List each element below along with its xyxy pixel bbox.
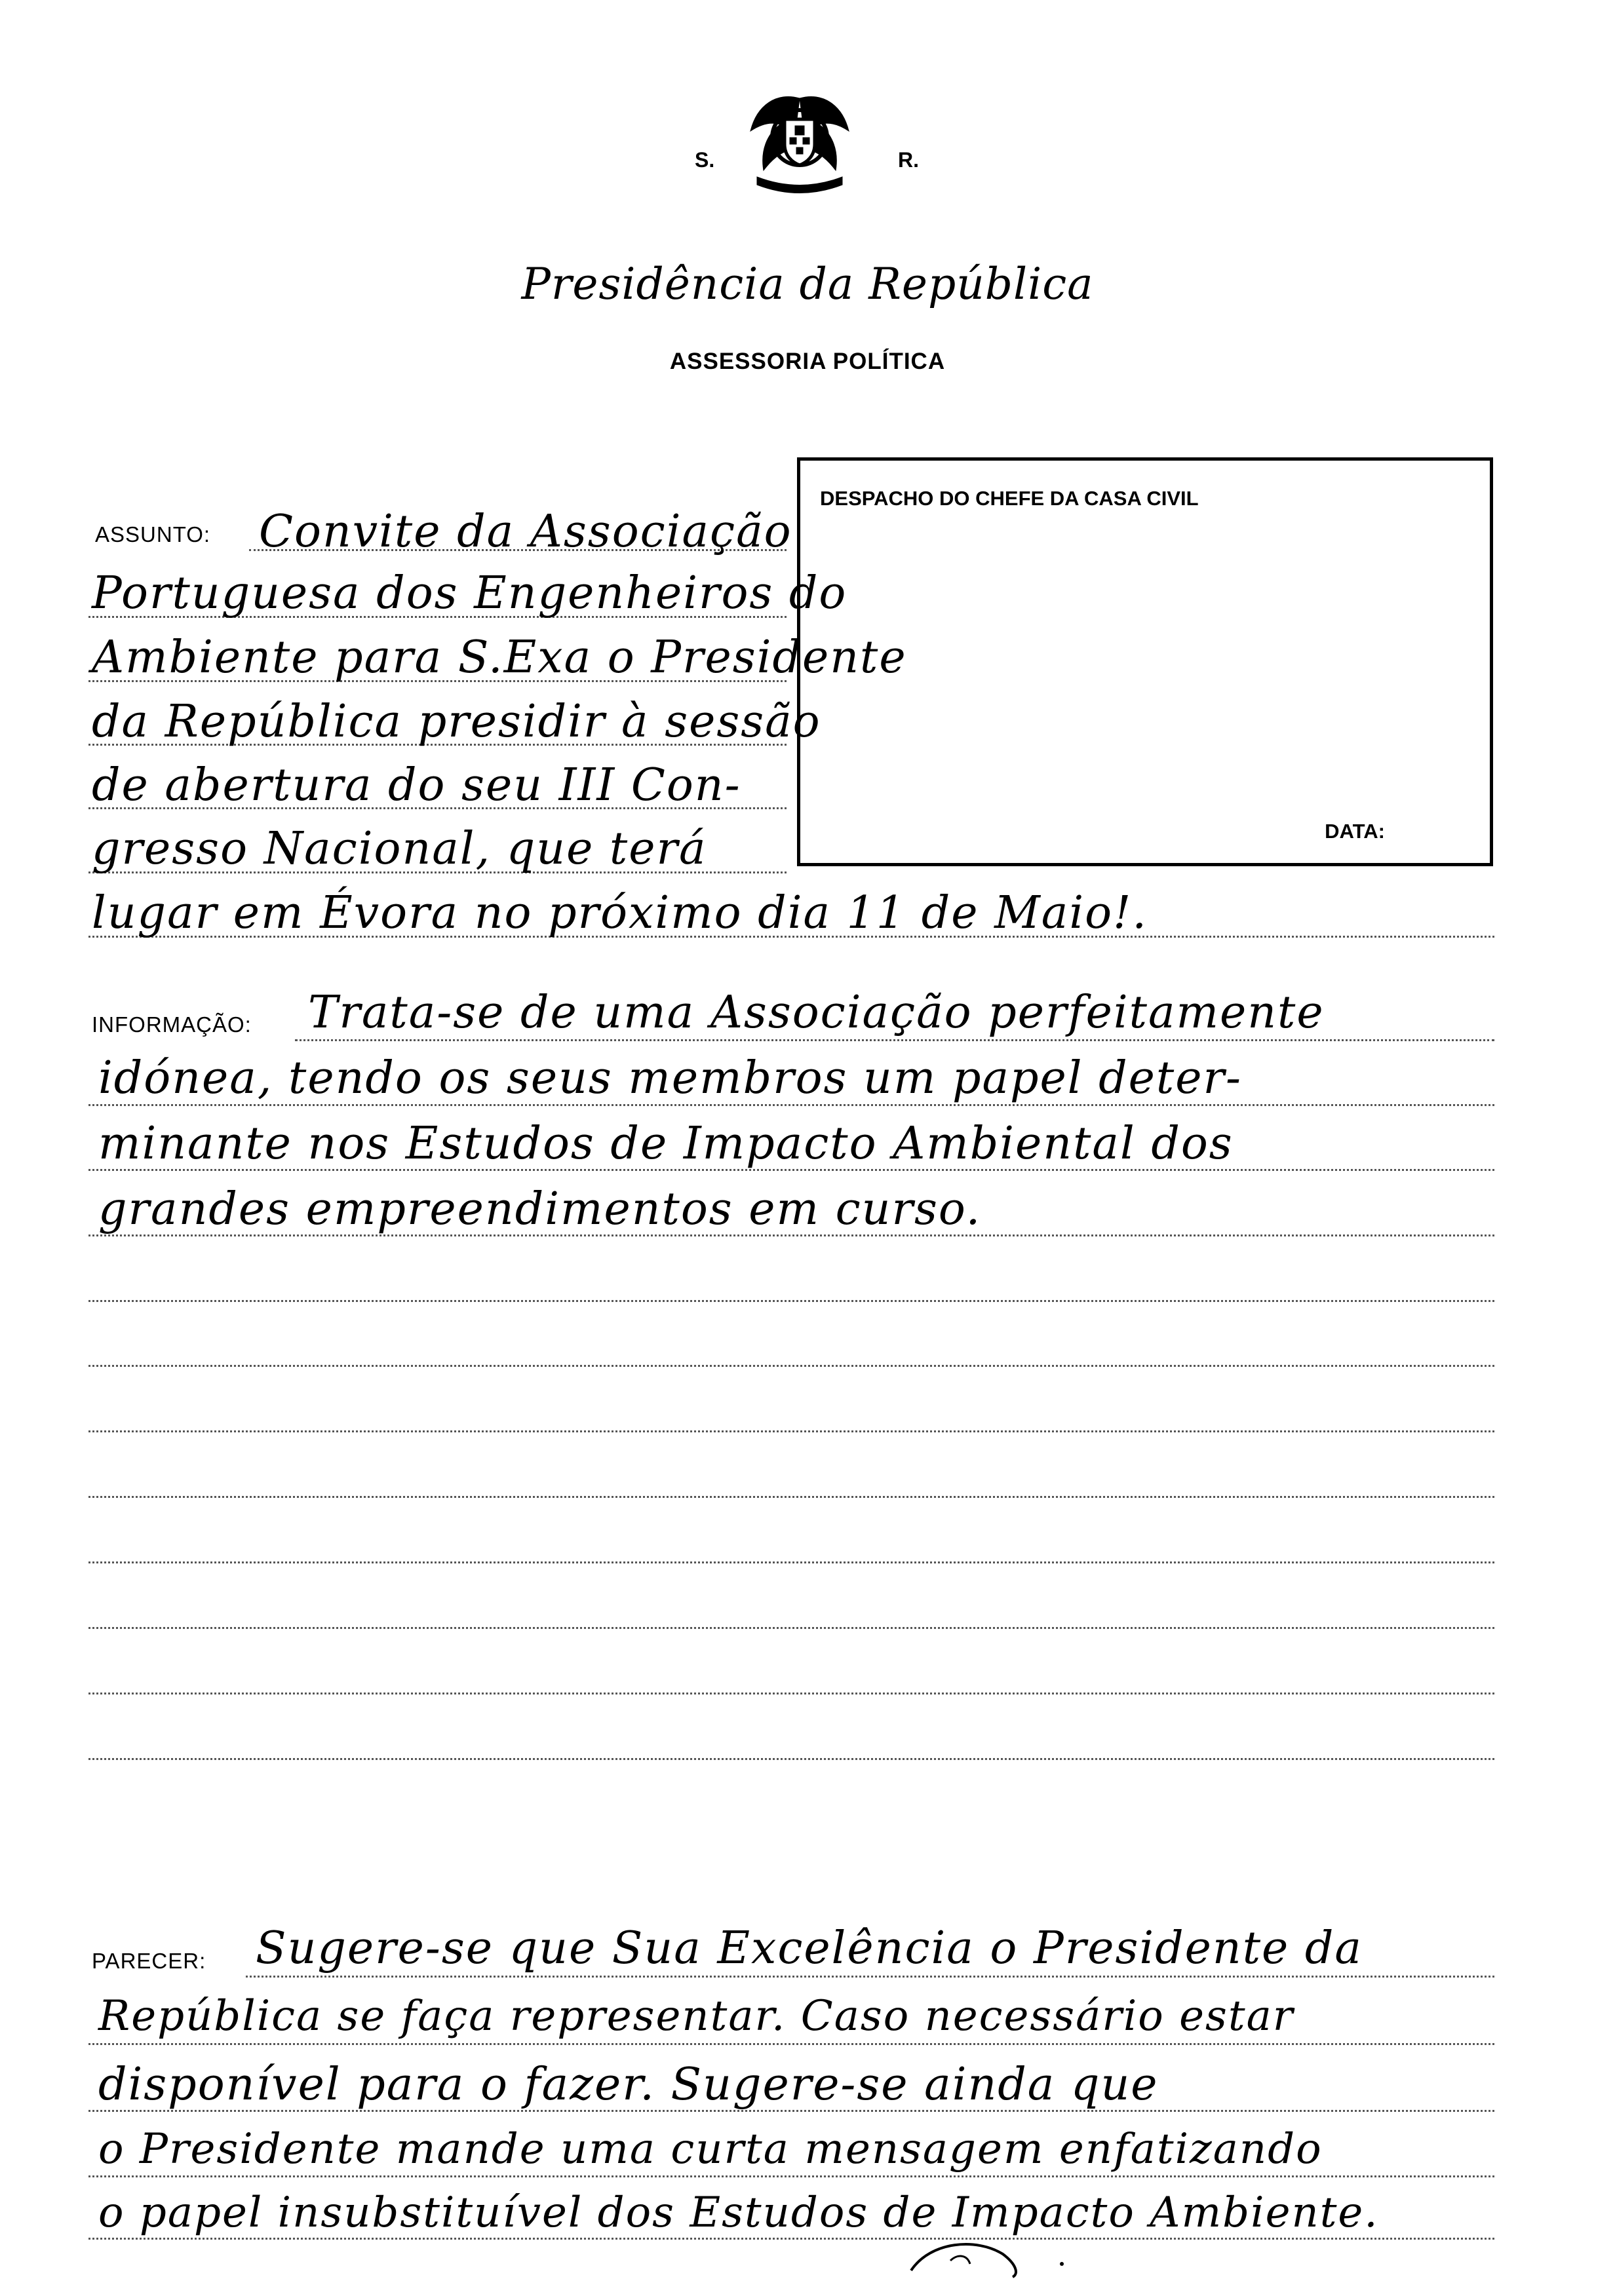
informacao-text: idónea, tendo os seus membros um papel deter-	[98, 1052, 1242, 1104]
informacao-label: INFORMAÇÃO:	[92, 1012, 252, 1037]
assunto-text: gresso Nacional, que terá	[92, 823, 707, 875]
coat-of-arms-emblem	[737, 85, 862, 197]
informacao-line	[88, 1758, 1494, 1760]
assunto-text: Portuguesa dos Engenheiros do	[92, 567, 847, 619]
assunto-label: ASSUNTO:	[95, 522, 211, 546]
informacao-line	[88, 1104, 1494, 1106]
informacao-line	[88, 1496, 1494, 1498]
left-mark: S.	[695, 148, 715, 172]
informacao-line	[88, 1365, 1494, 1367]
despacho-label: DESPACHO DO CHEFE DA CASA CIVIL	[820, 487, 1199, 510]
parecer-line	[88, 2238, 1494, 2240]
page-title: Presidência da República	[521, 259, 1094, 309]
data-label: DATA:	[1325, 820, 1385, 843]
informacao-line	[88, 1627, 1494, 1629]
parecer-label: PARECER:	[92, 1949, 206, 1973]
parecer-text: o Presidente mande uma curta mensagem enfatizando	[98, 2125, 1323, 2173]
informacao-line	[88, 1561, 1494, 1563]
right-mark: R.	[898, 148, 919, 172]
parecer-text: disponível para o fazer. Sugere-se ainda que	[98, 2059, 1159, 2111]
assunto-text: lugar em Évora no próximo dia 11 de Maio!.	[92, 887, 1148, 939]
informacao-line	[88, 1693, 1494, 1694]
page-subtitle: ASSESSORIA POLÍTICA	[669, 349, 946, 374]
parecer-text: Sugere-se que Sua Excelência o Presidente da	[256, 1923, 1363, 1974]
parecer-line	[88, 2175, 1494, 2177]
informacao-line	[88, 1300, 1494, 1302]
informacao-text: grandes empreendimentos em curso.	[98, 1183, 982, 1235]
signature-mark	[905, 2234, 1075, 2280]
informacao-text: minante nos Estudos de Impacto Ambiental dos	[98, 1118, 1234, 1170]
informacao-line	[295, 1039, 1494, 1041]
assunto-text: de abertura do seu III Con-	[92, 759, 741, 811]
informacao-text: Trata-se de uma Associação perfeitamente	[308, 987, 1325, 1039]
assunto-text: da República presidir à sessão	[92, 696, 821, 748]
parecer-line	[88, 2043, 1494, 2045]
assunto-text: Ambiente para S.Exa o Presidente	[92, 632, 907, 683]
informacao-line	[88, 1430, 1494, 1432]
parecer-text: República se faça representar. Caso necessário estar	[98, 1992, 1294, 2040]
assunto-text: Convite da Associação	[259, 506, 792, 558]
parecer-text: o papel insubstituível dos Estudos de Impacto Ambiente.	[98, 2189, 1379, 2237]
parecer-line	[246, 1976, 1494, 1978]
